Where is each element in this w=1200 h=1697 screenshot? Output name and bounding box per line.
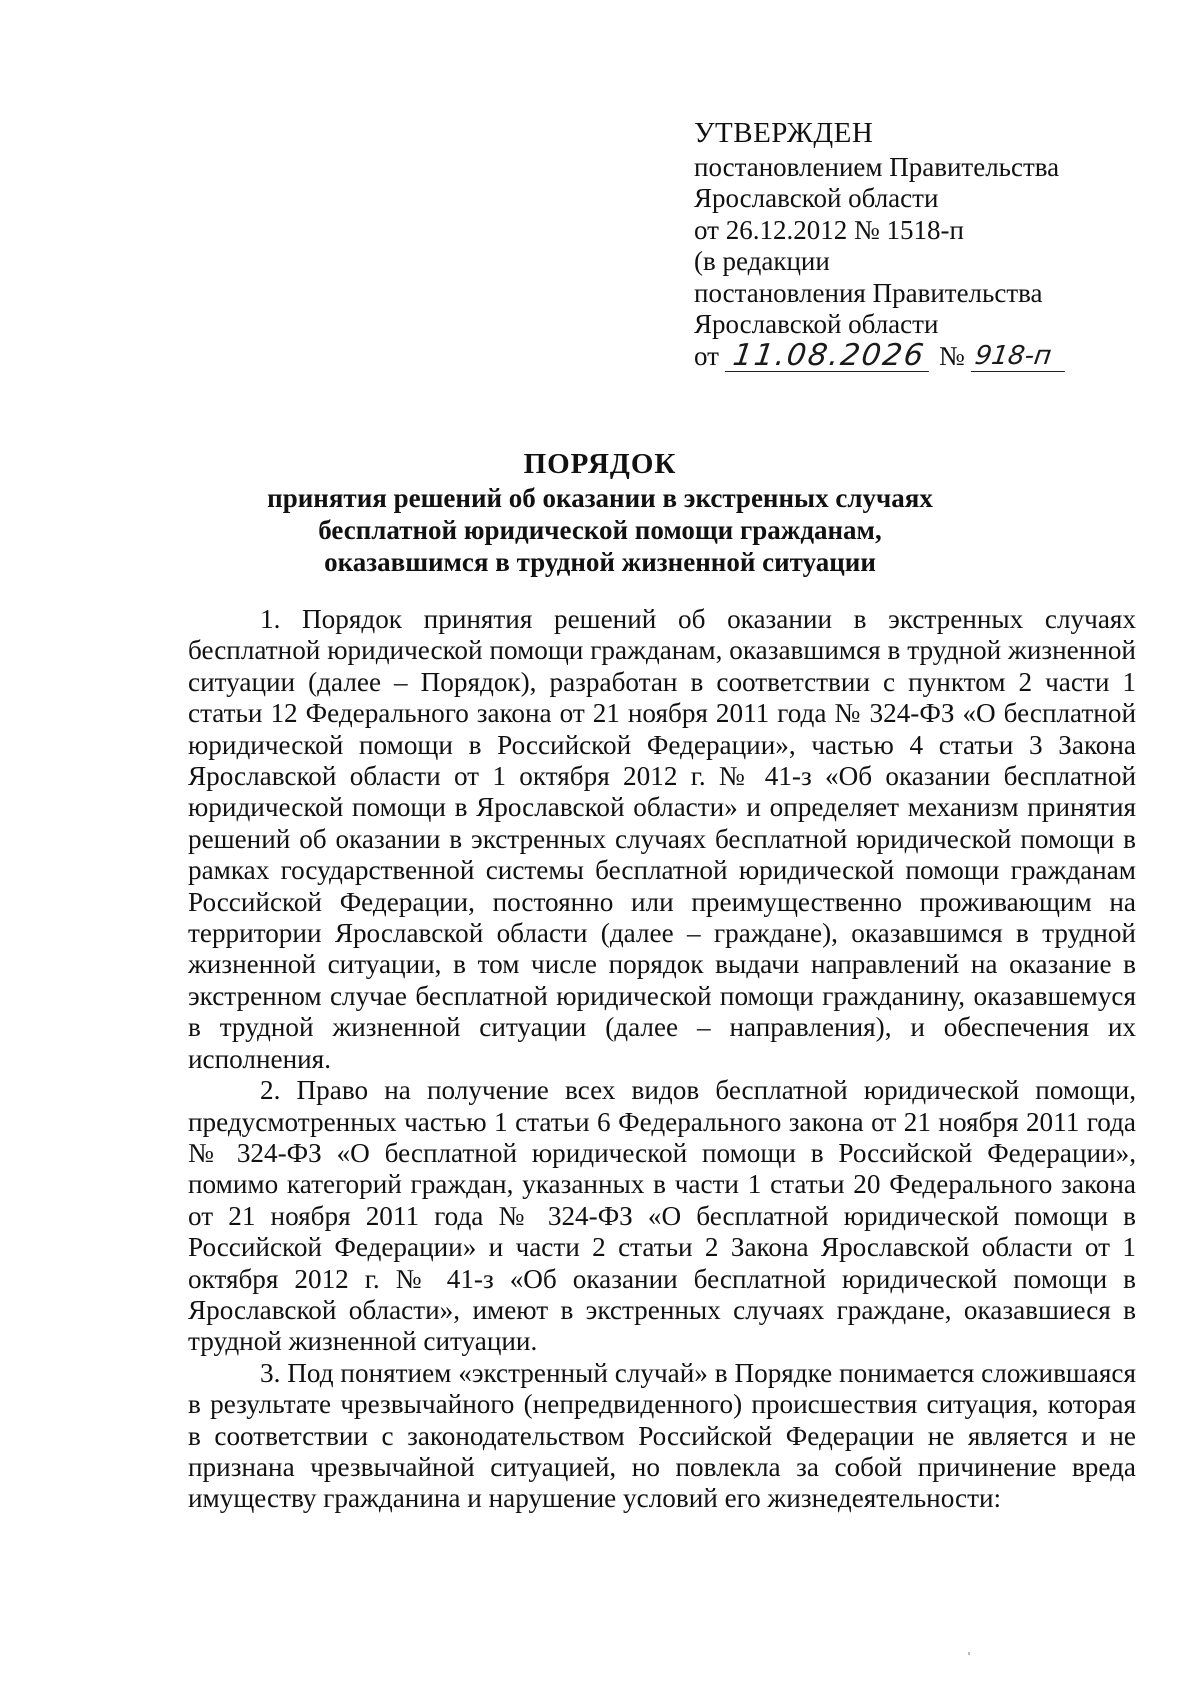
document-title: ПОРЯДОК [523, 448, 677, 480]
document-body [188, 604, 1136, 1515]
number-sign: № [938, 340, 965, 371]
document-subtitle-line: бесплатной юридической помощи гражданам, [318, 515, 882, 545]
handwritten-date: 11.08.2026 [725, 341, 933, 372]
approval-line: (в редакции [694, 246, 830, 276]
paragraph: 3. Под понятием «экстренный случай» в Порядке понимается сложившаяся в результате чрезвычайного (непредвиденного) происшествия ситуация, которая в соответствии с законодательством Российской Федерации не является и не признана чрезвычайной ситуацией, но повлекла за собой причинение вреда имуществу гражданина и нарушение условий его жизнедеятельности: [188, 1357, 1136, 1514]
handwritten-number: 918-п [971, 341, 1069, 372]
amendment-date-line [694, 338, 1134, 373]
approval-line: постановлением Правительства [694, 151, 1060, 182]
document-title-block [150, 446, 1050, 578]
paragraph: 1. Порядок принятия решений об оказании в экстренных случаях бесплатной юридической помощи гражданам, оказавшимся в трудной жизненной ситуации (далее – Порядок), разработан в соответствии с пунктом 2 части 1 статьи 12 Федерального закона от 21 ноября 2011 года № 324-ФЗ «О бесплатной юридической помощи в Российской Федерации», частью 4 статьи 3 Закона Ярославской области от 1 октября 2012 г. № 41-з «Об оказании бесплатной юридической помощи в Ярославской области» и определяет механизм принятия решений об оказании в экстренных случаях бесплатной юридической помощи в рамках государственной системы бесплатной юридической помощи гражданам Российской Федерации, постоянно или преимущественно проживающим на территории Ярославской области (далее – граждане), оказавшимся в трудной жизненной ситуации, в том числе порядок выдачи направлений на оказание в экстренном случае бесплатной юридической помощи гражданину, оказавшемуся в трудной жизненной ситуации (далее – направления), и обеспечения их исполнения. [188, 604, 1136, 1074]
approval-line: постановления Правительства [694, 277, 1043, 308]
document-subtitle-line: принятия решений об оказании в экстренных случаях [267, 483, 933, 513]
date-prefix: от [694, 340, 719, 371]
approval-line: Ярославской области [694, 309, 939, 339]
approval-line: Ярославской области [694, 183, 939, 213]
approval-block [694, 118, 1134, 372]
scan-speck [968, 1652, 970, 1655]
approval-title: УТВЕРЖДЕН [694, 117, 874, 149]
approval-line: от 26.12.2012 № 1518-п [694, 214, 964, 245]
document-subtitle-line: оказавшимся в трудной жизненной ситуации [324, 547, 876, 577]
paragraph: 2. Право на получение всех видов бесплатной юридической помощи, предусмотренных частью 1 статьи 6 Федерального закона от 21 ноября 2011 года № 324-ФЗ «О бесплатной юридической помощи в Российской Федерации», помимо категорий граждан, указанных в части 1 статьи 20 Федерального закона от 21 ноября 2011 года № 324-ФЗ «О бесплатной юридической помощи в Российской Федерации» и части 2 статьи 2 Закона Ярославской области от 1 октября 2012 г. № 41-з «Об оказании бесплатной юридической помощи в Ярославской области», имеют в экстренных случаях граждане, оказавшиеся в трудной жизненной ситуации. [188, 1075, 1136, 1357]
